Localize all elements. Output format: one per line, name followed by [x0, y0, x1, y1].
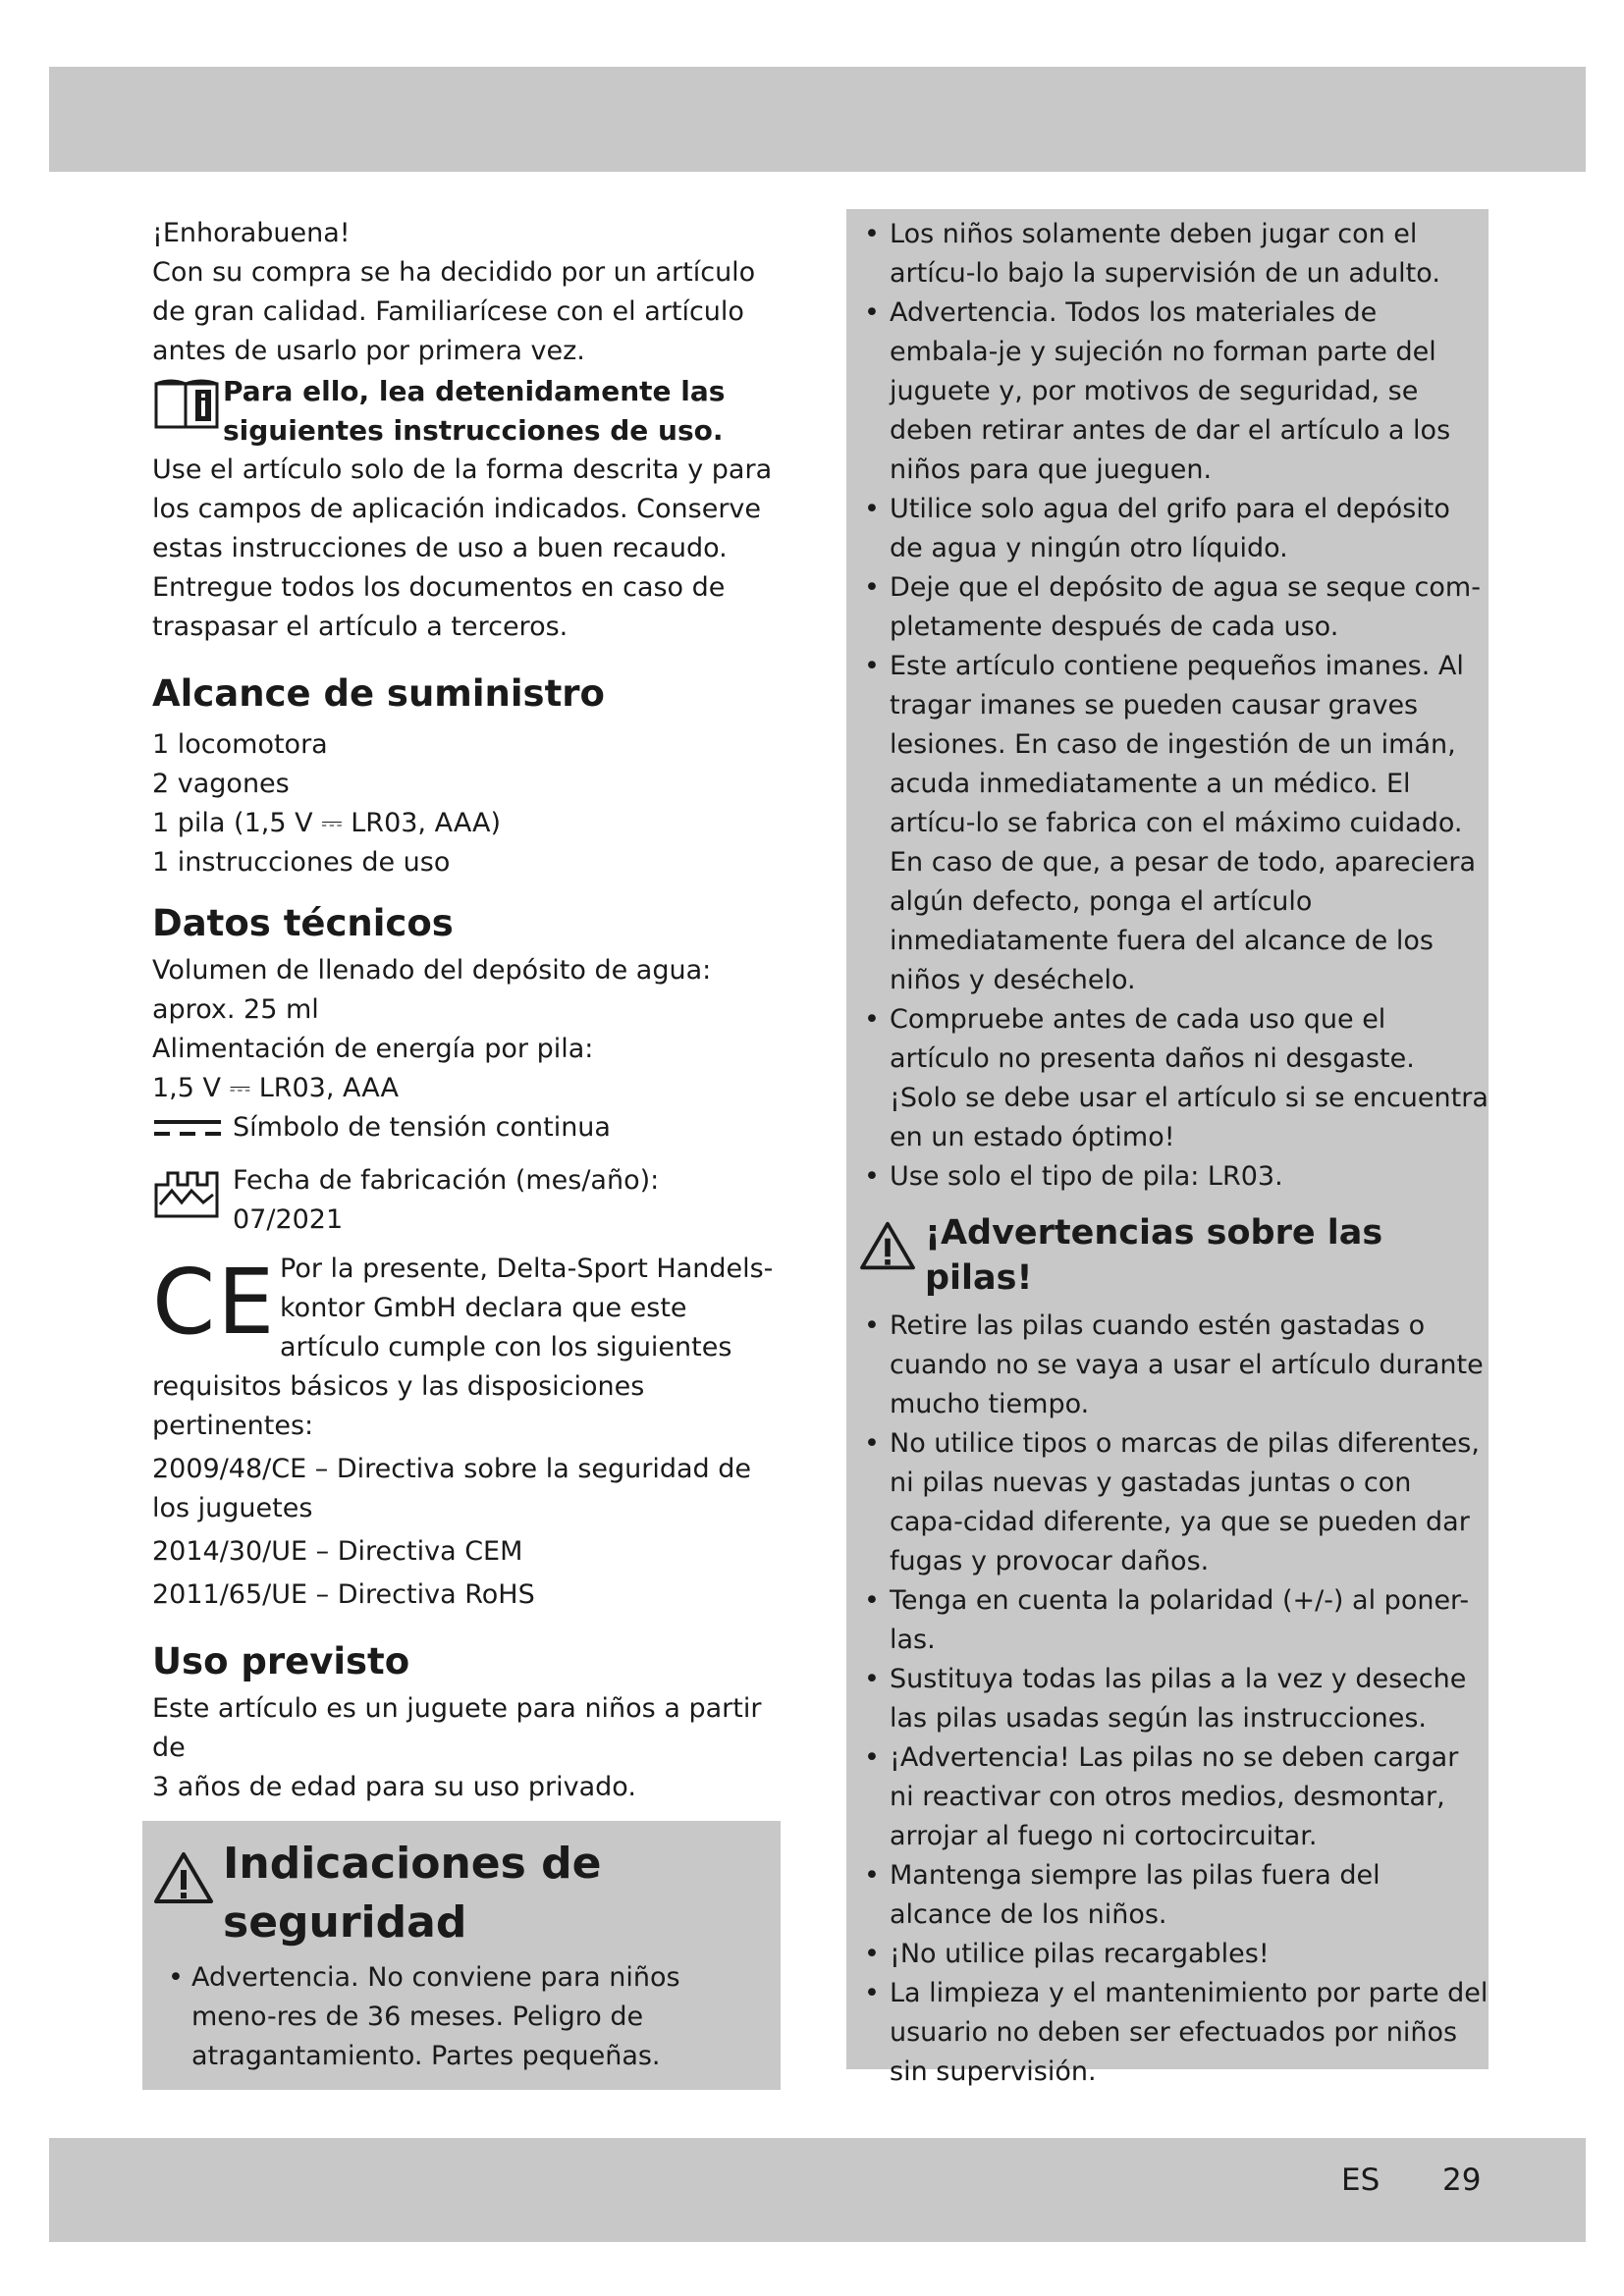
- tech-line: Alimentación de energía por pila:: [152, 1034, 594, 1064]
- language-code: ES: [1341, 2163, 1380, 2198]
- right-column: [846, 209, 1489, 2087]
- list-item: • Retire las pilas cuando estén gastadas o cuando no se vaya a usar el artículo durante mucho tiempo.: [846, 1307, 1489, 1424]
- ce-line: artículo cumple con los siguientes: [280, 1332, 732, 1362]
- intended-line: Este artículo es un juguete para niños a partir de: [152, 1693, 762, 1763]
- tech-line: Volumen de llenado del depósito de agua:: [152, 955, 712, 986]
- list-item: • Los niños solamente deben jugar con el artícu-lo bajo la supervisión de un adulto.: [846, 215, 1489, 294]
- list-item: • Compruebe antes de cada uso que el artículo no presenta daños ni desgaste. ¡Solo se debe usar el artículo si se encuentra en un estado óptimo!: [846, 1000, 1489, 1157]
- intended-line: 3 años de edad para su uso privado.: [152, 1772, 636, 1802]
- safety-header: [152, 1835, 765, 1952]
- intro-line: ¡Enhorabuena!: [152, 218, 351, 248]
- list-item: • Este artículo contiene pequeños imanes. Al tragar imanes se pueden causar graves lesiones. En caso de ingestión de un imán, acuda inmediatamente a un médico. El artícu-lo se fabrica con el máximo cuidado. En caso de que, a pesar de todo, apareciera algún defecto, ponga el artículo inmediatamente fuera del alcance de los niños y deséchelo.: [846, 647, 1489, 1000]
- page-number: 29: [1442, 2163, 1482, 2198]
- list-item: • Sustituya todas las pilas a la vez y deseche las pilas usadas según las instrucciones.: [846, 1660, 1489, 1738]
- intro-line: antes de usarlo por primera vez.: [152, 336, 585, 366]
- battery-list: [846, 1307, 1489, 2092]
- manufacture-date-icon: [152, 1169, 223, 1220]
- usage-line: los campos de aplicación indicados. Conserve: [152, 494, 762, 524]
- direct-current-icon: [152, 1113, 223, 1143]
- read-instructions-notice: [152, 372, 781, 451]
- mfg-line: Fecha de fabricación (mes/año):: [233, 1165, 660, 1196]
- ce-line: requisitos básicos y las disposiciones pertinentes:: [152, 1371, 645, 1441]
- ce-mark-logo: CE: [152, 1250, 277, 1355]
- list-item: • Utilice solo agua del grifo para el depósito de agua y ningún otro líquido.: [846, 490, 1489, 568]
- battery-title-line: pilas!: [925, 1258, 1033, 1298]
- left-column: [152, 214, 781, 2090]
- list-item: • Tenga en cuenta la polaridad (+/-) al poner-las.: [846, 1581, 1489, 1660]
- intro-line: de gran calidad. Familiarícese con el artículo: [152, 296, 744, 327]
- list-item: • ¡No utilice pilas recargables!: [846, 1935, 1489, 1974]
- list-item: • Use solo el tipo de pila: LR03.: [846, 1157, 1489, 1197]
- safety-list-continued: [846, 215, 1489, 1197]
- mfg-line: 07/2021: [233, 1204, 344, 1235]
- warning-icon: [858, 1220, 917, 1273]
- tech-heading: Datos técnicos: [152, 902, 454, 944]
- supply-item: 2 vagones: [152, 769, 290, 799]
- intended-use-heading: Uso previsto: [152, 1640, 410, 1682]
- ce-line: Por la presente, Delta-Sport Handels-: [280, 1254, 774, 1284]
- list-item: • Mantenga siempre las pilas fuera del alcance de los niños.: [846, 1856, 1489, 1935]
- book-info-icon: [152, 376, 223, 433]
- safety-box: [142, 1821, 781, 2090]
- list-item: • Advertencia. Todos los materiales de embala-je y sujeción no forman parte del juguete y, por motivos de seguridad, se deben retirar antes de dar el artículo a los niños para que jueguen.: [846, 294, 1489, 490]
- usage-line: Entregue todos los documentos en caso de: [152, 572, 726, 603]
- ce-line: kontor GmbH declara que este: [280, 1293, 687, 1323]
- list-item: • Deje que el depósito de agua se seque com-pletamente después de cada uso.: [846, 568, 1489, 647]
- info-bold-line: Para ello, lea detenidamente las: [223, 375, 726, 407]
- ce-line: los juguetes: [152, 1493, 313, 1523]
- safety-list: [152, 1958, 765, 2076]
- ce-line: 2011/65/UE – Directiva RoHS: [152, 1579, 535, 1610]
- manufacture-date-row: [152, 1161, 781, 1240]
- tech-line: 1,5 V ⎓ LR03, AAA: [152, 1073, 399, 1103]
- list-item: • Advertencia. No conviene para niños meno-res de 36 meses. Peligro de atragantamiento. Partes pequeñas.: [152, 1958, 765, 2076]
- list-item: • La limpieza y el mantenimiento por parte del usuario no deben ser efectuados por niños sin supervisión.: [846, 1974, 1489, 2092]
- info-bold-line: siguientes instrucciones de uso.: [223, 414, 724, 447]
- usage-line: traspasar el artículo a terceros.: [152, 612, 568, 642]
- warning-icon: [152, 1850, 215, 1907]
- header-band: [49, 67, 1586, 172]
- supply-item: 1 locomotora: [152, 729, 328, 760]
- list-item: • No utilice tipos o marcas de pilas diferentes, ni pilas nuevas y gastadas juntas o con capa-cidad diferente, ya que se pueden dar fugas y provocar daños.: [846, 1424, 1489, 1581]
- usage-line: estas instrucciones de uso a buen recaudo.: [152, 533, 728, 563]
- ce-line: 2009/48/CE – Directiva sobre la seguridad de: [152, 1454, 752, 1484]
- supply-item: 1 pila (1,5 V ⎓ LR03, AAA): [152, 808, 502, 838]
- tech-line: aprox. 25 ml: [152, 994, 319, 1025]
- ce-declaration-row: [152, 1250, 781, 1367]
- safety-title-line: Indicaciones de: [223, 1839, 602, 1889]
- intro-line: Con su compra se ha decidido por un artículo: [152, 257, 756, 288]
- dc-symbol-text: Símbolo de tensión continua: [233, 1112, 611, 1143]
- safety-title-line: seguridad: [223, 1897, 467, 1948]
- battery-warning-header: [846, 1210, 1489, 1301]
- list-item: • ¡Advertencia! Las pilas no se deben cargar ni reactivar con otros medios, desmontar, arrojar al fuego ni cortocircuitar.: [846, 1738, 1489, 1856]
- ce-line: 2014/30/UE – Directiva CEM: [152, 1536, 523, 1567]
- usage-line: Use el artículo solo de la forma descrita y para: [152, 454, 773, 485]
- dc-symbol-row: [152, 1108, 781, 1148]
- supply-item: 1 instrucciones de uso: [152, 847, 451, 878]
- battery-title-line: ¡Advertencias sobre las: [925, 1213, 1383, 1253]
- supply-heading: Alcance de suministro: [152, 672, 605, 715]
